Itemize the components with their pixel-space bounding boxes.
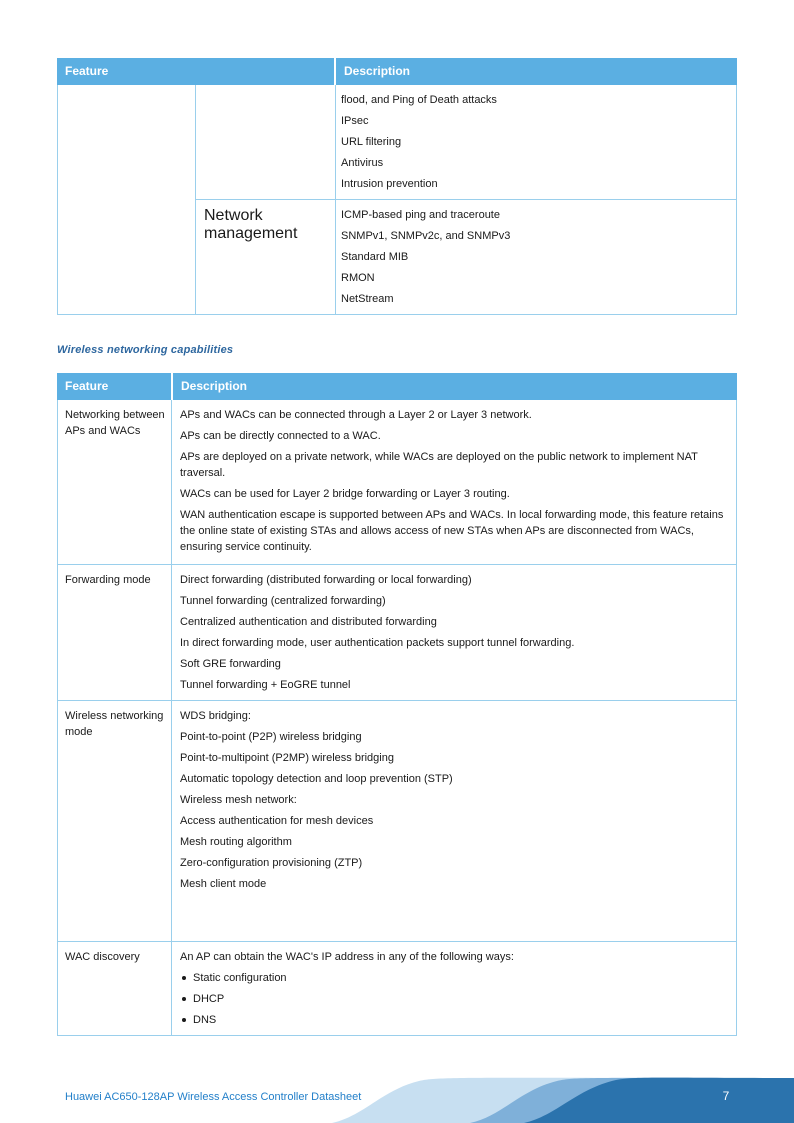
column-header-feature: Feature: [65, 64, 109, 78]
description-item: ICMP-based ping and traceroute: [341, 209, 500, 221]
description-item: Mesh client mode: [180, 878, 267, 890]
description-item: WDS bridging:: [180, 710, 251, 722]
table-header-row: [57, 373, 737, 400]
bullet-list-item: [180, 991, 728, 1007]
feature-cell-merged-empty: [58, 85, 196, 314]
column-header-feature: Feature: [65, 379, 109, 393]
description-item: Soft GRE forwarding: [180, 658, 281, 670]
table-row: [196, 85, 736, 199]
subfeature-cell: [196, 85, 336, 199]
description-item: RMON: [341, 272, 375, 284]
description-item: SNMPv1, SNMPv2c, and SNMPv3: [341, 230, 511, 242]
description-item: Tunnel forwarding + EoGRE tunnel: [180, 679, 351, 691]
description-item: WAN authentication escape is supported between APs and WACs. In local forwarding mode, this feature retains the online state of existing STAs and allows access of new STAs when APs are disconnected from WACs, ensuring service continuity.: [180, 509, 724, 553]
description-item: Access authentication for mesh devices: [180, 815, 374, 827]
description-item: APs and WACs can be connected through a Layer 2 or Layer 3 network.: [180, 409, 532, 421]
table-row: [58, 941, 736, 1035]
table-body: [57, 400, 737, 1036]
description-item: Point-to-point (P2P) wireless bridging: [180, 731, 362, 743]
table-row: [58, 700, 736, 941]
description-item: Point-to-multipoint (P2MP) wireless bridging: [180, 752, 394, 764]
description-cell: [172, 400, 736, 564]
subfeature-cell: Network management: [196, 200, 336, 314]
description-item: Direct forwarding (distributed forwarding or local forwarding): [180, 574, 472, 586]
table-row: [58, 564, 736, 700]
description-cell: [172, 942, 736, 1035]
feature-cell: Networking between APs and WACs: [58, 400, 172, 564]
bullet-icon: [182, 1018, 186, 1022]
bullet-list-item: [180, 1012, 728, 1028]
feature-cell: Forwarding mode: [58, 565, 172, 700]
wireless-networking-table: [57, 373, 737, 1036]
page-number: 7: [722, 1089, 730, 1103]
table-row: [58, 400, 736, 564]
description-item: Intrusion prevention: [341, 178, 438, 190]
description-item: WACs can be used for Layer 2 bridge forwarding or Layer 3 routing.: [180, 488, 510, 500]
bullet-text: DNS: [193, 1014, 217, 1026]
description-item: APs are deployed on a private network, while WACs are deployed on the public network to implement NAT traversal.: [180, 451, 698, 479]
description-item: Standard MIB: [341, 251, 409, 263]
footer-doc-title: Huawei AC650-128AP Wireless Access Controller Datasheet: [65, 1091, 362, 1103]
description-item: Mesh routing algorithm: [180, 836, 292, 848]
description-item: NetStream: [341, 293, 394, 305]
table-body: [57, 85, 737, 315]
description-item: Tunnel forwarding (centralized forwarding): [180, 595, 386, 607]
table-header-row: [57, 58, 737, 85]
bullet-text: DHCP: [193, 993, 225, 1005]
description-item: Automatic topology detection and loop prevention (STP): [180, 773, 453, 785]
description-item: Centralized authentication and distributed forwarding: [180, 616, 437, 628]
bullet-text: Static configuration: [193, 972, 287, 984]
description-item: URL filtering: [341, 136, 402, 148]
description-cell: [336, 85, 736, 199]
description-item: flood, and Ping of Death attacks: [341, 94, 497, 106]
feature-cell: WAC discovery: [58, 942, 172, 1035]
bullet-list-item: [180, 970, 728, 986]
section-heading: Wireless networking capabilities: [57, 344, 234, 356]
description-item: APs can be directly connected to a WAC.: [180, 430, 381, 442]
description-item: Antivirus: [341, 157, 384, 169]
feature-cell: Wireless networking mode: [58, 701, 172, 941]
description-item: In direct forwarding mode, user authentication packets support tunnel forwarding.: [180, 637, 575, 649]
column-header-description: Description: [181, 379, 248, 393]
bullet-icon: [182, 976, 186, 980]
description-cell: [172, 701, 736, 941]
security-feature-table: [57, 58, 737, 315]
description-item: An AP can obtain the WAC's IP address in any of the following ways:: [180, 951, 514, 963]
description-cell: [172, 565, 736, 700]
description-cell: [336, 200, 736, 314]
description-item: Zero-configuration provisioning (ZTP): [180, 857, 363, 869]
column-header-description: Description: [344, 64, 411, 78]
bullet-icon: [182, 997, 186, 1001]
description-item: IPsec: [341, 115, 369, 127]
description-item: Wireless mesh network:: [180, 794, 297, 806]
table-row: [196, 199, 736, 314]
